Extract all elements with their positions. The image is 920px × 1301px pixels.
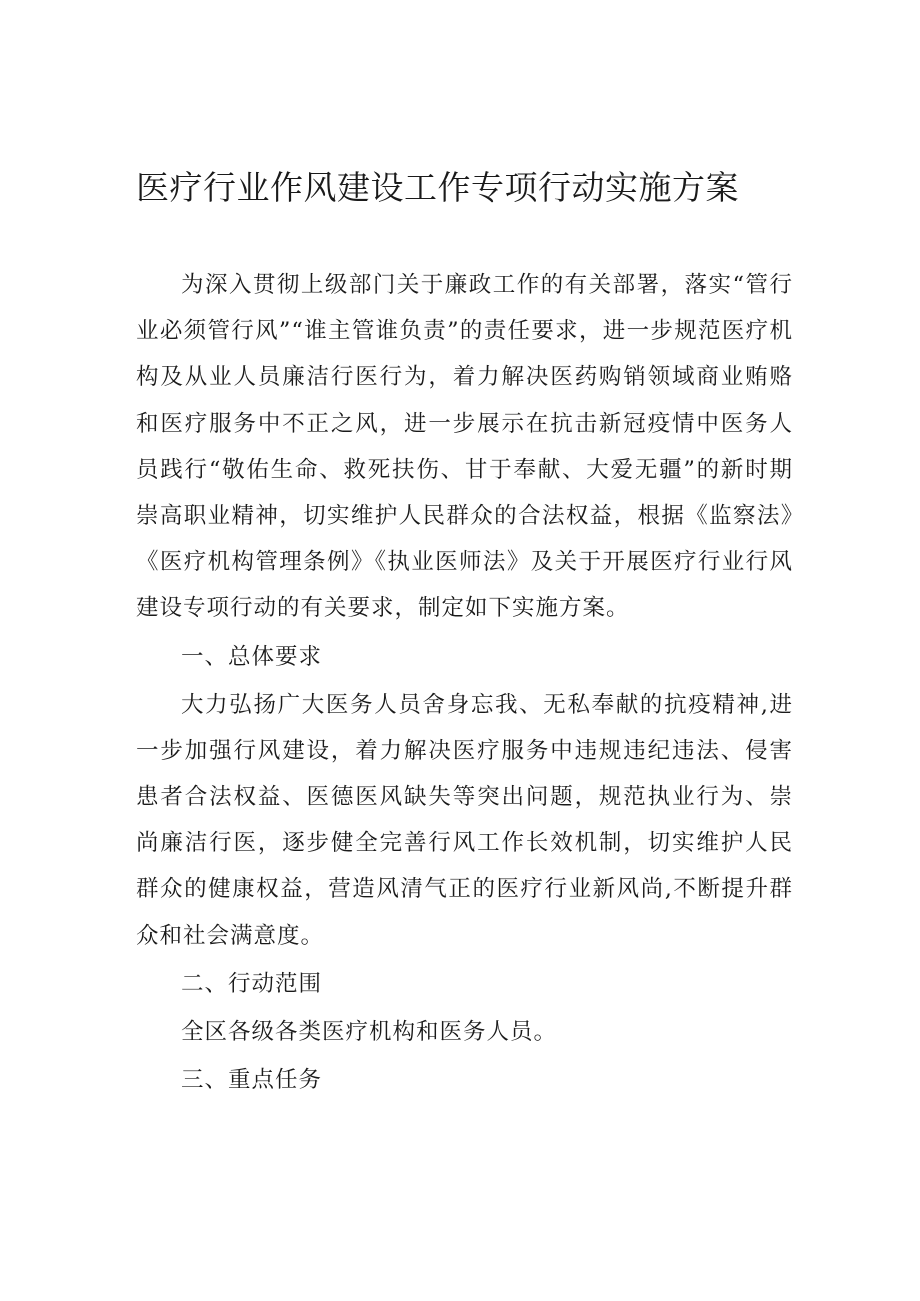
- intro-paragraph: 为深入贯彻上级部门关于廉政工作的有关部署，落实“管行业必须管行风”“谁主管谁负责”的责任要求，进一步规范医疗机构及从业人员廉洁行医行为，着力解决医药购销领域商业贿赂和医疗服务中不正之风，进一步展示在抗击新冠疫情中医务人员践行“敬佑生命、救死扶伤、甘于奉献、大爱无疆”的新时期崇高职业精神，切实维护人民群众的合法权益，根据《监察法》《医疗机构管理条例》《执业医师法》及关于开展医疗行业行风建设专项行动的有关要求，制定如下实施方案。: [136, 272, 793, 622]
- section-heading-scope: 二、行动范围: [181, 970, 323, 997]
- section-body-general-requirements: 大力弘扬广大医务人员舍身忘我、无私奉献的抗疫精神,进一步加强行风建设，着力解决医疗服务中违规违纪违法、侵害患者合法权益、医德医风缺失等突出问题，规范执业行为、崇尚廉洁行医，逐步健全完善行风工作长效机制，切实维护人民群众的健康权益，营造风清气正的医疗行业新风尚,不断提升群众和社会满意度。: [136, 691, 793, 949]
- section-body-scope: 全区各级各类医疗机构和医务人员。: [181, 1018, 558, 1045]
- document-title: 医疗行业作风建设工作专项行动实施方案: [136, 168, 739, 207]
- section-heading-key-tasks: 三、重点任务: [181, 1067, 323, 1094]
- section-heading-general-requirements: 一、总体要求: [181, 643, 323, 670]
- document-body: [136, 262, 793, 1105]
